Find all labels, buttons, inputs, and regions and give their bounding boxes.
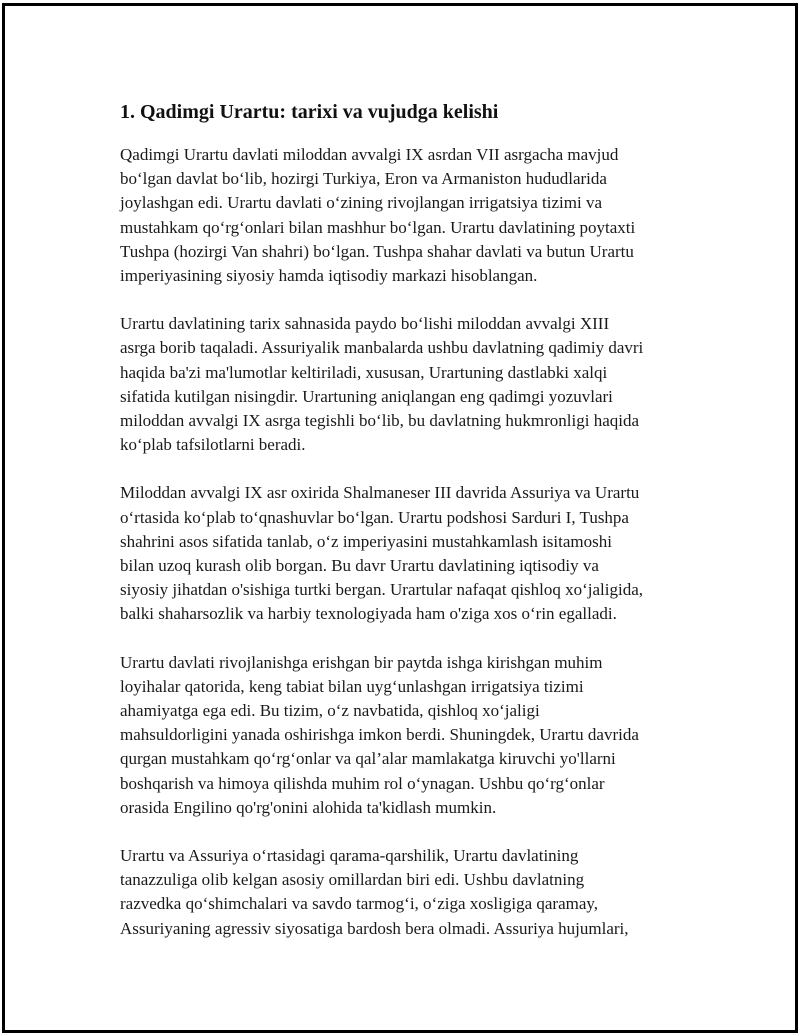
paragraph: Urartu va Assuriya o‘rtasidagi qarama-qarshilik, Urartu davlatining tanazzuliga olib kelgan asosiy omillardan biri edi. Ushbu davlatning razvedka qo‘shimchalari va savdo tarmog‘i, o‘ziga xosligiga qaramay, Assuriyaning agressiv siyosatiga bardosh bera olmadi. Assuriya hujumlari, [120, 846, 629, 938]
paragraph: Miloddan avvalgi IX asr oxirida Shalmaneser III davrida Assuriya va Urartu o‘rtasida ko‘plab to‘qnashuvlar bo‘lgan. Urartu podshosi Sarduri I, Tushpa shahrini asos sifatida tanlab, o‘z imperiyasini mustahkamlash isitamoshi bilan uzoq kurash olib borgan. Bu davr Urartu davlatining iqtisodiy va siyosiy jihatdan o'sishiga turtki bergan. Urartular nafaqat qishloq xo‘jaligida, balki shaharsozlik va harbiy texnologiyada ham o'ziga xos o‘rin egalladi. [120, 483, 644, 624]
section-heading: 1. Qadimgi Urartu: tarixi va vujudga kelishi [120, 101, 499, 123]
page-frame [2, 3, 798, 1033]
paragraph: Qadimgi Urartu davlati miloddan avvalgi IX asrdan VII asrgacha mavjud bo‘lgan davlat bo‘lib, hozirgi Turkiya, Eron va Armaniston hududlarida joylashgan edi. Urartu davlati o‘zining rivojlangan irrigatsiya tizimi va mustahkam qo‘rg‘onlari bilan mashhur bo‘lgan. Urartu davlatining poytaxti Tushpa (hozirgi Van shahri) bo‘lgan. Tushpa shahar davlati va butun Urartu imperiyasining siyosiy hamda iqtisodiy markazi hisoblangan. [120, 145, 636, 286]
paragraph: Urartu davlatining tarix sahnasida paydo bo‘lishi miloddan avvalgi XIII asrga borib taqaladi. Assuriyalik manbalarda ushbu davlatning qadimiy davri haqida ba'zi ma'lumotlar keltiriladi, xususan, Urartuning dastlabki xalqi sifatida kutilgan nisingdir. Urartuning aniqlangan eng qadimgi yozuvlari miloddan avvalgi IX asrga tegishli bo‘lib, bu davlatning hukmronligi haqida ko‘plab tafsilotlarni beradi. [120, 314, 644, 455]
document-body [120, 99, 690, 965]
paragraph: Urartu davlati rivojlanishga erishgan bir paytda ishga kirishgan muhim loyihalar qatorida, keng tabiat bilan uyg‘unlashgan irrigatsiya tizimi ahamiyatga ega edi. Bu tizim, o‘z navbatida, qishloq xo‘jaligi mahsuldorligini yanada oshirishga imkon berdi. Shuningdek, Urartu davrida qurgan mustahkam qo‘rg‘onlar va qal’alar mamlakatga kiruvchi yo'llarni boshqarish va himoya qilishda muhim rol o‘ynagan. Ushbu qo‘rg‘onlar orasida Engilino qo'rg'onini alohida ta'kidlash mumkin. [120, 652, 639, 817]
